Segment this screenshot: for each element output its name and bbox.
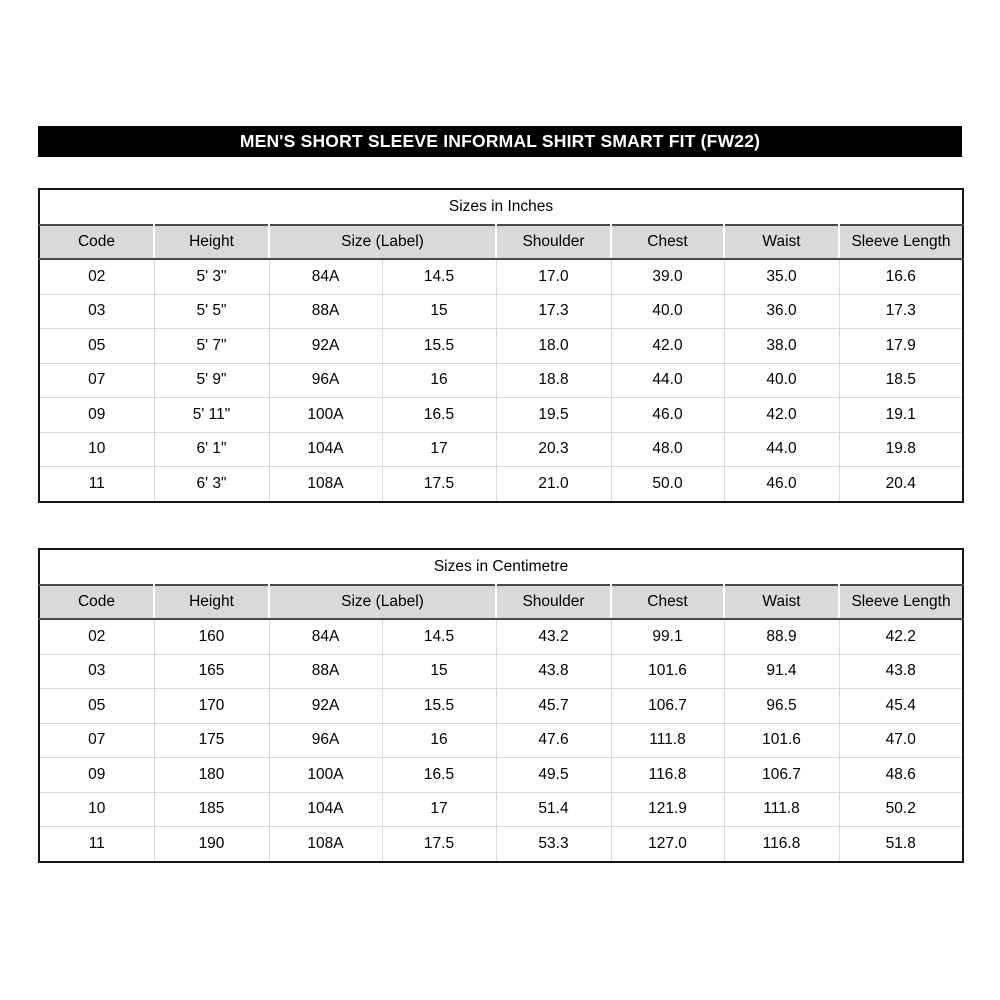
table-cell: 15.5 <box>382 689 496 724</box>
table-cell: 16.6 <box>839 259 963 294</box>
table-cell: 19.5 <box>496 398 611 433</box>
header-height: Height <box>154 585 269 619</box>
table-row <box>39 363 963 398</box>
table-cell: 170 <box>154 689 269 724</box>
table-cell: 190 <box>154 827 269 862</box>
table-title-row <box>39 549 963 585</box>
table-header-row <box>39 585 963 619</box>
table-cell: 19.1 <box>839 398 963 433</box>
table-cell: 92A <box>269 329 382 364</box>
header-code: Code <box>39 585 154 619</box>
table-cell: 42.0 <box>611 329 724 364</box>
table-cell: 10 <box>39 432 154 467</box>
table-cell: 03 <box>39 654 154 689</box>
table-cell: 84A <box>269 259 382 294</box>
sizes-in-inches-table <box>38 188 964 503</box>
table-cell: 36.0 <box>724 294 839 329</box>
table-cell: 106.7 <box>611 689 724 724</box>
table-cell: 108A <box>269 827 382 862</box>
table-cell: 106.7 <box>724 758 839 793</box>
header-sleeve-length: Sleeve Length <box>839 225 963 259</box>
table-body <box>39 259 963 502</box>
table-cell: 5' 9" <box>154 363 269 398</box>
table-cell: 99.1 <box>611 619 724 654</box>
product-title: MEN'S SHORT SLEEVE INFORMAL SHIRT SMART FIT (FW22) <box>239 131 761 151</box>
table-cell: 17.5 <box>382 467 496 502</box>
table-row <box>39 467 963 502</box>
table-cell: 43.8 <box>839 654 963 689</box>
table-row <box>39 294 963 329</box>
table-cell: 43.2 <box>496 619 611 654</box>
table-cell: 09 <box>39 398 154 433</box>
table-cell: 185 <box>154 792 269 827</box>
table-cell: 17 <box>382 432 496 467</box>
table-cell: 101.6 <box>611 654 724 689</box>
table-cell: 18.0 <box>496 329 611 364</box>
table-cell: 5' 3" <box>154 259 269 294</box>
table-cell: 14.5 <box>382 259 496 294</box>
table-cell: 121.9 <box>611 792 724 827</box>
table-cell: 15 <box>382 294 496 329</box>
table-cell: 15.5 <box>382 329 496 364</box>
table-cell: 104A <box>269 432 382 467</box>
table-cell: 88A <box>269 294 382 329</box>
table-cell: 16.5 <box>382 758 496 793</box>
table-cell: 11 <box>39 467 154 502</box>
header-size-label: Size (Label) <box>269 585 496 619</box>
table-header-row <box>39 225 963 259</box>
table-cell: 39.0 <box>611 259 724 294</box>
table-cell: 127.0 <box>611 827 724 862</box>
table-cell: 5' 7" <box>154 329 269 364</box>
table-cell: 104A <box>269 792 382 827</box>
header-shoulder: Shoulder <box>496 585 611 619</box>
table-cell: 47.6 <box>496 723 611 758</box>
header-waist: Waist <box>724 225 839 259</box>
table-cell: 17 <box>382 792 496 827</box>
table-cell: 116.8 <box>611 758 724 793</box>
table-title-row <box>39 189 963 225</box>
table-title: Sizes in Inches <box>39 189 963 225</box>
header-code: Code <box>39 225 154 259</box>
table-row <box>39 432 963 467</box>
table-cell: 18.8 <box>496 363 611 398</box>
table-row <box>39 259 963 294</box>
table-cell: 50.2 <box>839 792 963 827</box>
table-cell: 16 <box>382 363 496 398</box>
table-cell: 47.0 <box>839 723 963 758</box>
table-cell: 20.4 <box>839 467 963 502</box>
table-cell: 20.3 <box>496 432 611 467</box>
header-shoulder: Shoulder <box>496 225 611 259</box>
table-cell: 50.0 <box>611 467 724 502</box>
table-cell: 108A <box>269 467 382 502</box>
table-row <box>39 827 963 862</box>
table-cell: 96.5 <box>724 689 839 724</box>
header-waist: Waist <box>724 585 839 619</box>
sizes-in-centimetre-table <box>38 548 964 863</box>
table-title: Sizes in Centimetre <box>39 549 963 585</box>
table-cell: 180 <box>154 758 269 793</box>
table-row <box>39 329 963 364</box>
table-cell: 17.0 <box>496 259 611 294</box>
table-cell: 15 <box>382 654 496 689</box>
table-cell: 6' 1" <box>154 432 269 467</box>
table-cell: 5' 5" <box>154 294 269 329</box>
table-cell: 91.4 <box>724 654 839 689</box>
table-row <box>39 654 963 689</box>
table-cell: 38.0 <box>724 329 839 364</box>
table-row <box>39 723 963 758</box>
table-cell: 165 <box>154 654 269 689</box>
product-title-banner <box>38 126 962 157</box>
table-cell: 96A <box>269 723 382 758</box>
table-cell: 175 <box>154 723 269 758</box>
table-cell: 53.3 <box>496 827 611 862</box>
table-cell: 51.8 <box>839 827 963 862</box>
table-cell: 46.0 <box>611 398 724 433</box>
table-cell: 44.0 <box>724 432 839 467</box>
table-cell: 48.0 <box>611 432 724 467</box>
table-cell: 101.6 <box>724 723 839 758</box>
table-cell: 40.0 <box>611 294 724 329</box>
table-cell: 40.0 <box>724 363 839 398</box>
table-cell: 44.0 <box>611 363 724 398</box>
table-cell: 17.3 <box>839 294 963 329</box>
header-chest: Chest <box>611 225 724 259</box>
table-row <box>39 398 963 433</box>
table-cell: 05 <box>39 689 154 724</box>
table-cell: 111.8 <box>611 723 724 758</box>
table-cell: 35.0 <box>724 259 839 294</box>
table-row <box>39 758 963 793</box>
table-row <box>39 689 963 724</box>
table-cell: 42.2 <box>839 619 963 654</box>
header-sleeve-length: Sleeve Length <box>839 585 963 619</box>
table-cell: 19.8 <box>839 432 963 467</box>
header-size-label: Size (Label) <box>269 225 496 259</box>
table-cell: 02 <box>39 619 154 654</box>
table-cell: 45.4 <box>839 689 963 724</box>
table-cell: 84A <box>269 619 382 654</box>
table-cell: 18.5 <box>839 363 963 398</box>
table-cell: 45.7 <box>496 689 611 724</box>
table-cell: 100A <box>269 398 382 433</box>
table-cell: 16.5 <box>382 398 496 433</box>
table-cell: 6' 3" <box>154 467 269 502</box>
table-cell: 116.8 <box>724 827 839 862</box>
table-cell: 10 <box>39 792 154 827</box>
table-cell: 42.0 <box>724 398 839 433</box>
table-cell: 88A <box>269 654 382 689</box>
table-cell: 07 <box>39 723 154 758</box>
table-cell: 100A <box>269 758 382 793</box>
header-chest: Chest <box>611 585 724 619</box>
table-cell: 160 <box>154 619 269 654</box>
table-cell: 43.8 <box>496 654 611 689</box>
table-cell: 49.5 <box>496 758 611 793</box>
table-cell: 03 <box>39 294 154 329</box>
table-cell: 17.9 <box>839 329 963 364</box>
header-height: Height <box>154 225 269 259</box>
table-cell: 09 <box>39 758 154 793</box>
table-cell: 14.5 <box>382 619 496 654</box>
table-cell: 11 <box>39 827 154 862</box>
table-cell: 46.0 <box>724 467 839 502</box>
table-cell: 05 <box>39 329 154 364</box>
table-cell: 5' 11" <box>154 398 269 433</box>
table-cell: 48.6 <box>839 758 963 793</box>
table-cell: 17.5 <box>382 827 496 862</box>
table-cell: 92A <box>269 689 382 724</box>
table-cell: 17.3 <box>496 294 611 329</box>
table-cell: 51.4 <box>496 792 611 827</box>
table-cell: 111.8 <box>724 792 839 827</box>
table-row <box>39 792 963 827</box>
table-body <box>39 619 963 862</box>
table-cell: 07 <box>39 363 154 398</box>
table-cell: 96A <box>269 363 382 398</box>
table-cell: 16 <box>382 723 496 758</box>
table-cell: 02 <box>39 259 154 294</box>
table-cell: 88.9 <box>724 619 839 654</box>
table-cell: 21.0 <box>496 467 611 502</box>
table-row <box>39 619 963 654</box>
